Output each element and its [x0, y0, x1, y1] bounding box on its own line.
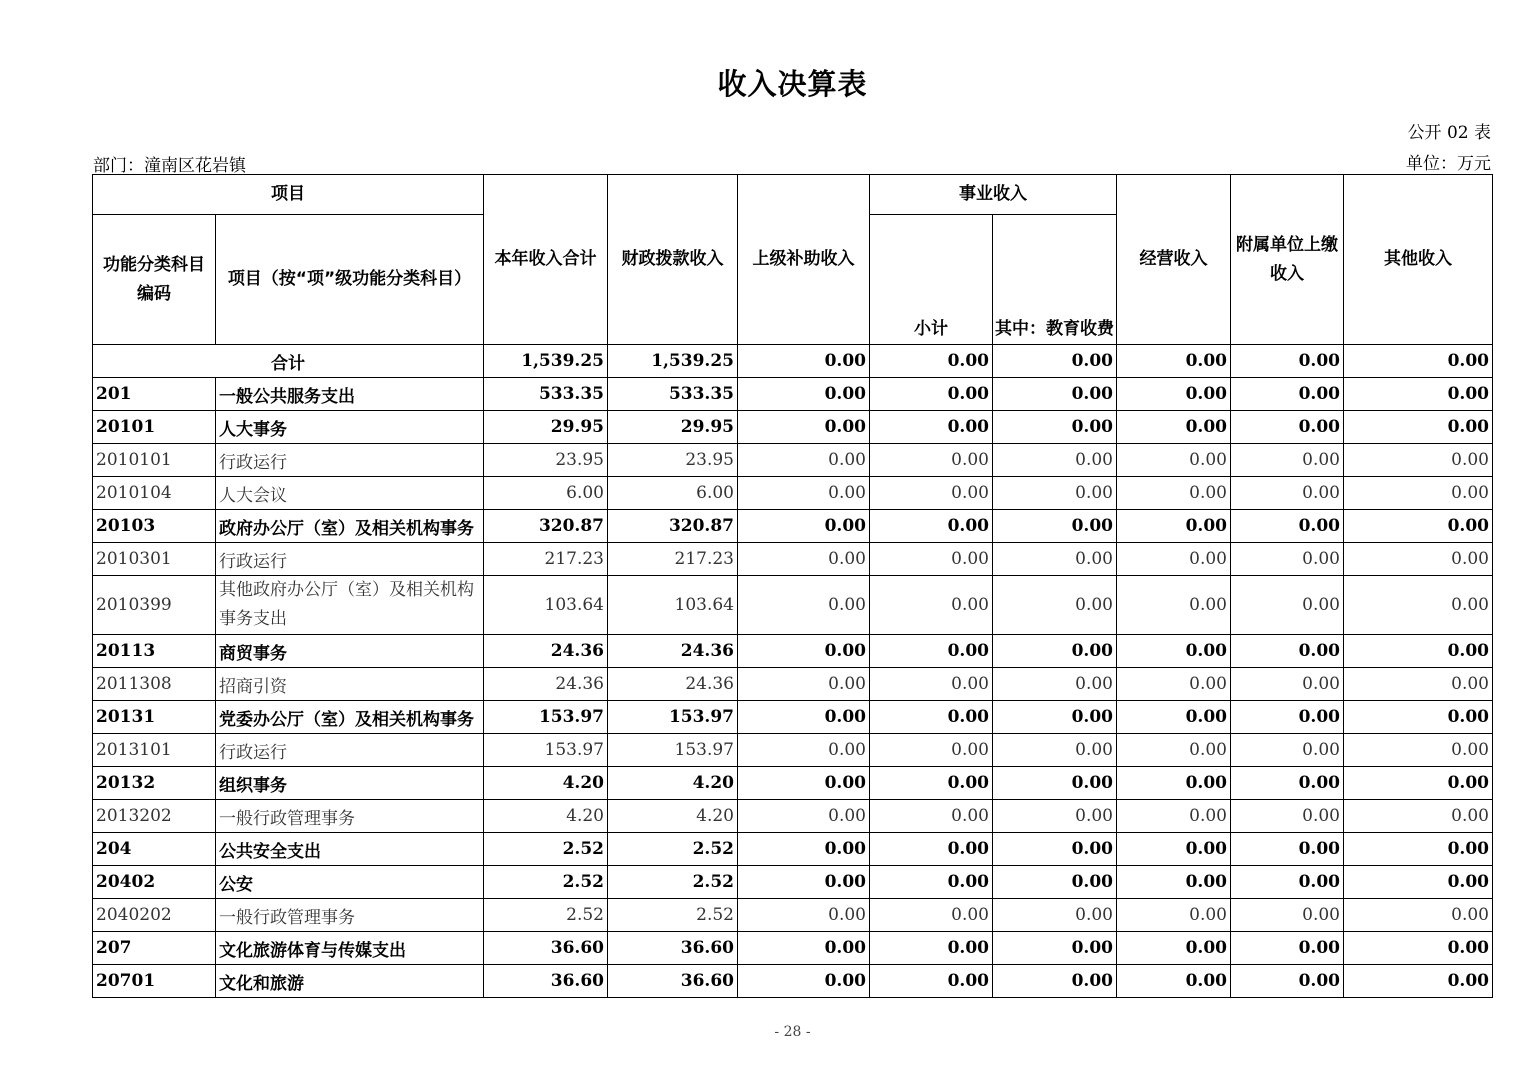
header-total: 本年收入合计 — [484, 175, 608, 345]
row-value: 0.00 — [870, 668, 993, 701]
row-value: 0.00 — [738, 833, 870, 866]
row-code: 20101 — [93, 411, 216, 444]
row-value: 24.36 — [608, 668, 738, 701]
row-name: 行政运行 — [216, 543, 484, 576]
row-name: 组织事务 — [216, 767, 484, 800]
row-code: 2010399 — [93, 576, 216, 635]
row-value: 0.00 — [1231, 576, 1344, 635]
row-value: 0.00 — [1344, 899, 1493, 932]
row-value: 0.00 — [870, 800, 993, 833]
row-value: 153.97 — [484, 701, 608, 734]
table-row — [93, 576, 1493, 635]
table-row — [93, 411, 1493, 444]
header-other: 其他收入 — [1344, 175, 1493, 345]
total-cell: 0.00 — [1344, 345, 1493, 378]
row-value: 0.00 — [1231, 543, 1344, 576]
row-value: 0.00 — [870, 510, 993, 543]
row-value: 0.00 — [993, 510, 1117, 543]
row-value: 0.00 — [1117, 635, 1231, 668]
table-row — [93, 635, 1493, 668]
row-value: 0.00 — [738, 411, 870, 444]
row-value: 0.00 — [1231, 477, 1344, 510]
total-cell: 0.00 — [738, 345, 870, 378]
row-name: 行政运行 — [216, 444, 484, 477]
total-cell: 0.00 — [993, 345, 1117, 378]
row-value: 0.00 — [870, 543, 993, 576]
header-subtotal: 小计 — [870, 215, 993, 345]
row-code: 2010101 — [93, 444, 216, 477]
form-number: 公开 02 表 — [1407, 123, 1491, 143]
row-value: 0.00 — [1231, 767, 1344, 800]
row-value: 0.00 — [1117, 668, 1231, 701]
table-row — [93, 899, 1493, 932]
row-value: 0.00 — [993, 800, 1117, 833]
department-label: 部门：潼南区花岩镇 — [93, 156, 246, 176]
row-value: 0.00 — [993, 965, 1117, 998]
row-value: 0.00 — [738, 444, 870, 477]
row-value: 0.00 — [1231, 635, 1344, 668]
row-value: 0.00 — [1117, 833, 1231, 866]
row-value: 0.00 — [1117, 899, 1231, 932]
row-name: 公共安全支出 — [216, 833, 484, 866]
row-value: 0.00 — [1344, 543, 1493, 576]
row-value: 0.00 — [738, 899, 870, 932]
row-value: 0.00 — [1117, 576, 1231, 635]
row-value: 103.64 — [484, 576, 608, 635]
row-value: 0.00 — [870, 899, 993, 932]
row-value: 0.00 — [1231, 965, 1344, 998]
row-value: 0.00 — [870, 411, 993, 444]
row-value: 217.23 — [484, 543, 608, 576]
row-value: 533.35 — [608, 378, 738, 411]
row-value: 0.00 — [1117, 477, 1231, 510]
row-value: 0.00 — [1117, 767, 1231, 800]
row-value: 0.00 — [993, 543, 1117, 576]
row-value: 153.97 — [608, 734, 738, 767]
row-value: 153.97 — [484, 734, 608, 767]
table-row — [93, 800, 1493, 833]
row-value: 0.00 — [993, 932, 1117, 965]
unit-label: 单位：万元 — [1406, 154, 1491, 174]
row-value: 0.00 — [870, 833, 993, 866]
row-code: 2013101 — [93, 734, 216, 767]
row-value: 103.64 — [608, 576, 738, 635]
row-value: 36.60 — [484, 965, 608, 998]
row-value: 0.00 — [1344, 635, 1493, 668]
row-name: 文化旅游体育与传媒支出 — [216, 932, 484, 965]
row-value: 320.87 — [608, 510, 738, 543]
row-value: 0.00 — [993, 477, 1117, 510]
row-code: 2013202 — [93, 800, 216, 833]
row-value: 2.52 — [484, 866, 608, 899]
row-code: 207 — [93, 932, 216, 965]
row-value: 0.00 — [870, 767, 993, 800]
row-name: 一般公共服务支出 — [216, 378, 484, 411]
row-value: 0.00 — [1344, 734, 1493, 767]
row-value: 0.00 — [738, 477, 870, 510]
row-value: 0.00 — [738, 635, 870, 668]
total-cell: 0.00 — [870, 345, 993, 378]
row-code: 20701 — [93, 965, 216, 998]
header-fiscal: 财政拨款收入 — [608, 175, 738, 345]
row-value: 0.00 — [738, 932, 870, 965]
row-value: 0.00 — [870, 576, 993, 635]
row-value: 0.00 — [1117, 411, 1231, 444]
row-value: 0.00 — [1231, 668, 1344, 701]
row-value: 0.00 — [1117, 965, 1231, 998]
row-code: 2010301 — [93, 543, 216, 576]
row-value: 4.20 — [484, 800, 608, 833]
row-code: 2010104 — [93, 477, 216, 510]
row-value: 0.00 — [738, 668, 870, 701]
row-value: 0.00 — [993, 767, 1117, 800]
row-name: 一般行政管理事务 — [216, 800, 484, 833]
row-value: 0.00 — [1231, 734, 1344, 767]
row-code: 20402 — [93, 866, 216, 899]
table-row — [93, 965, 1493, 998]
row-value: 0.00 — [993, 444, 1117, 477]
row-value: 0.00 — [738, 734, 870, 767]
total-label: 合计 — [93, 345, 484, 378]
table-row — [93, 734, 1493, 767]
row-value: 0.00 — [1231, 899, 1344, 932]
row-value: 0.00 — [1117, 444, 1231, 477]
row-value: 0.00 — [993, 668, 1117, 701]
table-row — [93, 833, 1493, 866]
row-value: 0.00 — [1344, 444, 1493, 477]
row-value: 0.00 — [738, 543, 870, 576]
row-value: 0.00 — [870, 932, 993, 965]
row-name: 其他政府办公厅（室）及相关机构事务支出 — [216, 576, 484, 635]
row-value: 0.00 — [870, 866, 993, 899]
row-value: 0.00 — [1344, 477, 1493, 510]
row-value: 36.60 — [484, 932, 608, 965]
table-row — [93, 932, 1493, 965]
row-name: 人大会议 — [216, 477, 484, 510]
row-name: 公安 — [216, 866, 484, 899]
row-value: 29.95 — [608, 411, 738, 444]
row-value: 2.52 — [608, 899, 738, 932]
row-value: 0.00 — [993, 635, 1117, 668]
table-row — [93, 510, 1493, 543]
row-value: 0.00 — [870, 477, 993, 510]
row-value: 0.00 — [1231, 510, 1344, 543]
header-item-name: 项目（按“项”级功能分类科目） — [216, 215, 484, 345]
row-value: 0.00 — [738, 576, 870, 635]
total-cell: 1,539.25 — [608, 345, 738, 378]
row-code: 2040202 — [93, 899, 216, 932]
row-value: 0.00 — [993, 866, 1117, 899]
table-row — [93, 378, 1493, 411]
row-value: 0.00 — [993, 833, 1117, 866]
row-value: 4.20 — [608, 767, 738, 800]
row-value: 36.60 — [608, 965, 738, 998]
row-code: 201 — [93, 378, 216, 411]
row-value: 153.97 — [608, 701, 738, 734]
row-value: 0.00 — [870, 701, 993, 734]
row-value: 0.00 — [870, 444, 993, 477]
row-name: 招商引资 — [216, 668, 484, 701]
row-value: 23.95 — [484, 444, 608, 477]
row-value: 0.00 — [1344, 932, 1493, 965]
row-value: 0.00 — [1231, 411, 1344, 444]
row-value: 0.00 — [1117, 378, 1231, 411]
header-subsidy: 上级补助收入 — [738, 175, 870, 345]
row-value: 29.95 — [484, 411, 608, 444]
row-value: 0.00 — [1344, 701, 1493, 734]
row-name: 行政运行 — [216, 734, 484, 767]
row-code: 20131 — [93, 701, 216, 734]
table-row — [93, 767, 1493, 800]
table-row — [93, 543, 1493, 576]
header-code: 功能分类科目编码 — [93, 215, 216, 345]
income-settlement-table — [92, 174, 1493, 998]
row-value: 0.00 — [1344, 767, 1493, 800]
row-code: 204 — [93, 833, 216, 866]
row-value: 0.00 — [1344, 866, 1493, 899]
header-business-income: 事业收入 — [870, 175, 1117, 215]
row-value: 0.00 — [1344, 378, 1493, 411]
row-value: 4.20 — [608, 800, 738, 833]
row-code: 2011308 — [93, 668, 216, 701]
row-value: 0.00 — [1117, 543, 1231, 576]
row-value: 23.95 — [608, 444, 738, 477]
page-title: 收入决算表 — [717, 67, 868, 101]
row-value: 0.00 — [1117, 510, 1231, 543]
table-row — [93, 866, 1493, 899]
row-value: 0.00 — [1117, 932, 1231, 965]
row-value: 0.00 — [738, 701, 870, 734]
row-value: 0.00 — [1231, 444, 1344, 477]
row-value: 24.36 — [484, 668, 608, 701]
table-row — [93, 477, 1493, 510]
row-name: 党委办公厅（室）及相关机构事务 — [216, 701, 484, 734]
row-value: 0.00 — [870, 965, 993, 998]
row-value: 0.00 — [870, 734, 993, 767]
row-name: 政府办公厅（室）及相关机构事务 — [216, 510, 484, 543]
total-row — [93, 345, 1493, 378]
row-value: 0.00 — [1344, 411, 1493, 444]
row-value: 4.20 — [484, 767, 608, 800]
row-value: 0.00 — [993, 378, 1117, 411]
row-value: 0.00 — [1231, 800, 1344, 833]
row-value: 2.52 — [608, 833, 738, 866]
row-value: 0.00 — [1231, 932, 1344, 965]
row-code: 20103 — [93, 510, 216, 543]
row-value: 0.00 — [738, 510, 870, 543]
row-value: 0.00 — [1117, 734, 1231, 767]
row-value: 0.00 — [1344, 668, 1493, 701]
row-name: 商贸事务 — [216, 635, 484, 668]
row-value: 533.35 — [484, 378, 608, 411]
row-value: 0.00 — [1344, 833, 1493, 866]
row-value: 0.00 — [1231, 833, 1344, 866]
row-value: 0.00 — [1117, 701, 1231, 734]
row-value: 0.00 — [870, 635, 993, 668]
header-affiliated: 附属单位上缴收入 — [1231, 175, 1344, 345]
row-value: 0.00 — [738, 800, 870, 833]
total-cell: 0.00 — [1117, 345, 1231, 378]
row-value: 320.87 — [484, 510, 608, 543]
row-value: 0.00 — [738, 378, 870, 411]
row-value: 0.00 — [1344, 800, 1493, 833]
header-education-fee: 其中：教育收费 — [993, 215, 1117, 345]
header-project: 项目 — [93, 175, 484, 215]
row-value: 0.00 — [993, 411, 1117, 444]
row-value: 24.36 — [608, 635, 738, 668]
row-value: 0.00 — [738, 767, 870, 800]
row-name: 文化和旅游 — [216, 965, 484, 998]
row-value: 0.00 — [1231, 866, 1344, 899]
row-value: 0.00 — [738, 965, 870, 998]
table-row — [93, 444, 1493, 477]
table-row — [93, 668, 1493, 701]
row-value: 0.00 — [993, 701, 1117, 734]
total-cell: 1,539.25 — [484, 345, 608, 378]
row-value: 2.52 — [608, 866, 738, 899]
row-value: 0.00 — [1117, 800, 1231, 833]
row-value: 0.00 — [1344, 965, 1493, 998]
row-value: 0.00 — [993, 899, 1117, 932]
page-number: - 28 - — [774, 1024, 811, 1040]
row-value: 0.00 — [870, 378, 993, 411]
row-value: 6.00 — [608, 477, 738, 510]
row-name: 一般行政管理事务 — [216, 899, 484, 932]
row-value: 217.23 — [608, 543, 738, 576]
row-value: 36.60 — [608, 932, 738, 965]
row-value: 0.00 — [1344, 576, 1493, 635]
row-value: 0.00 — [738, 866, 870, 899]
row-name: 人大事务 — [216, 411, 484, 444]
row-code: 20132 — [93, 767, 216, 800]
row-value: 24.36 — [484, 635, 608, 668]
row-value: 2.52 — [484, 833, 608, 866]
row-value: 0.00 — [1231, 701, 1344, 734]
row-value: 0.00 — [993, 734, 1117, 767]
row-value: 0.00 — [1344, 510, 1493, 543]
row-value: 0.00 — [993, 576, 1117, 635]
total-cell: 0.00 — [1231, 345, 1344, 378]
row-code: 20113 — [93, 635, 216, 668]
row-value: 0.00 — [1117, 866, 1231, 899]
row-value: 6.00 — [484, 477, 608, 510]
table-row — [93, 701, 1493, 734]
header-operating: 经营收入 — [1117, 175, 1231, 345]
row-value: 2.52 — [484, 899, 608, 932]
row-value: 0.00 — [1231, 378, 1344, 411]
